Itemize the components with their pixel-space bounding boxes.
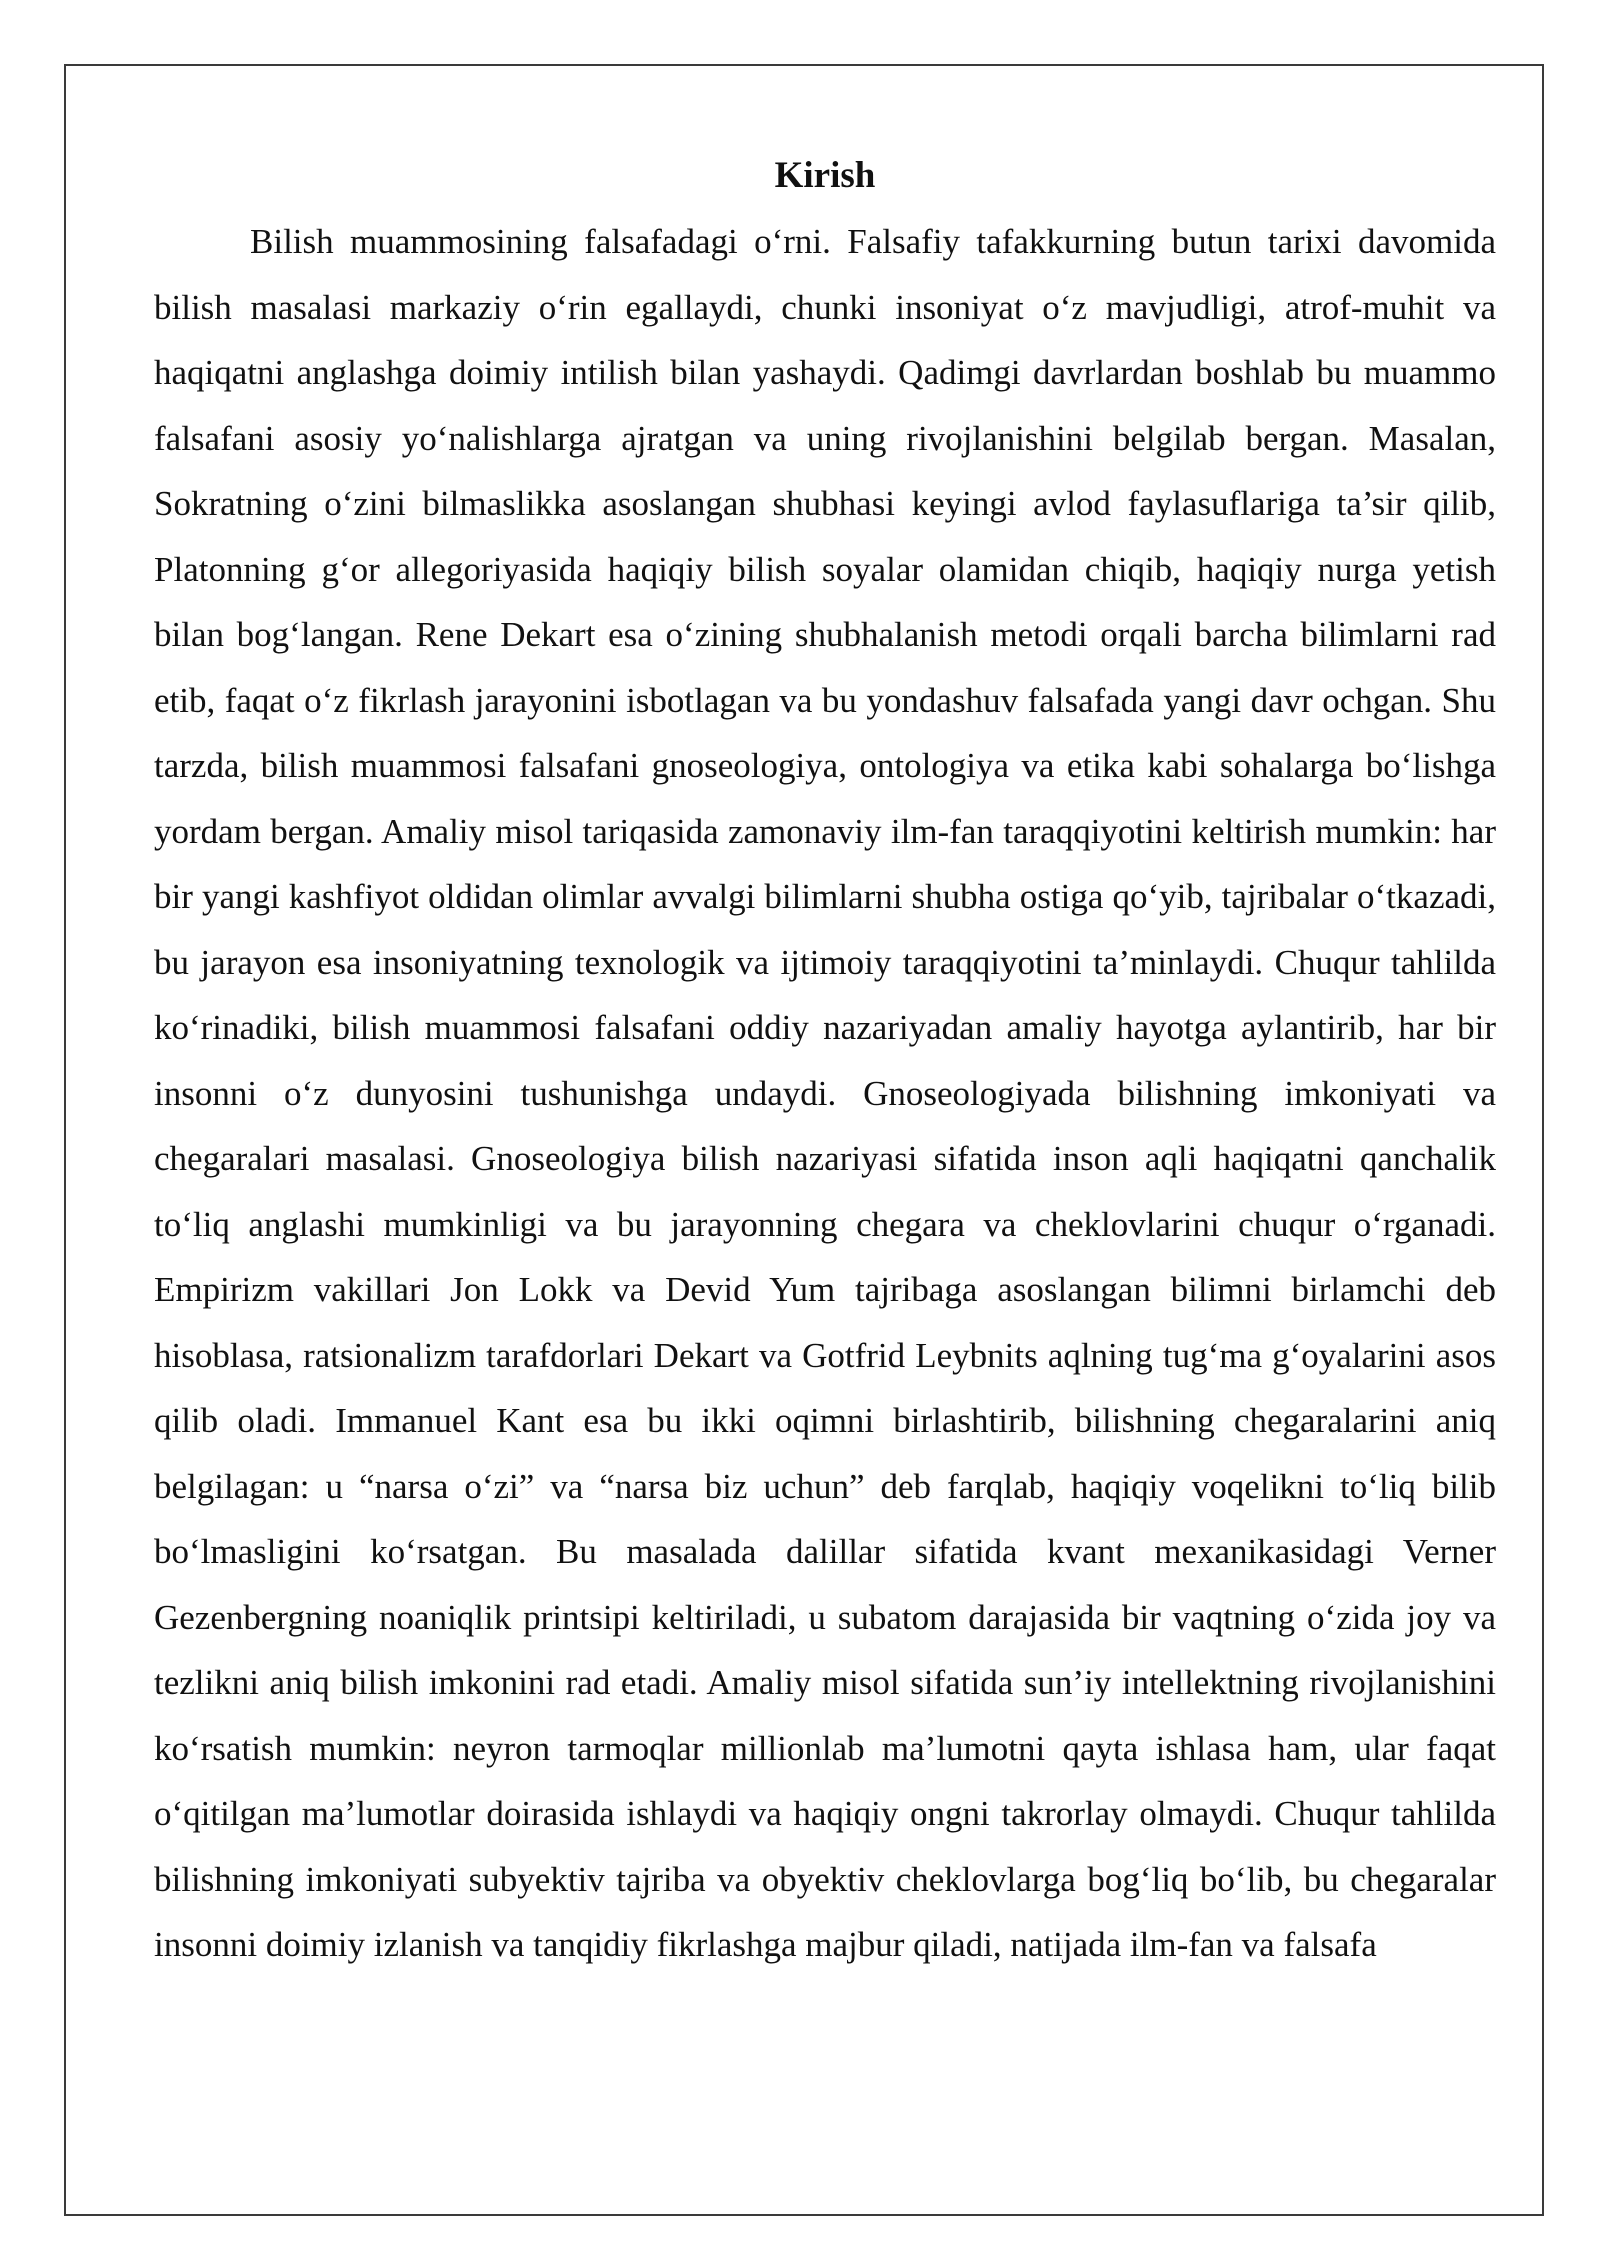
section-heading: Kirish bbox=[774, 155, 876, 196]
body-paragraph: Bilish muammosining falsafadagi o‘rni. Falsafiy tafakkurning butun tarixi davomida bilish masalasi markaziy o‘rin egallaydi, chunki insoniyat o‘z mavjudligi, atrof-muhit va haqiqatni anglashga doimiy intilish bilan yashaydi. Qadimgi davrlardan boshlab bu muammo falsafani asosiy yo‘nalishlarga ajratgan va uning rivojlanishini belgilab bergan. Masalan, Sokratning o‘zini bilmaslikka asoslangan shubhasi keyingi avlod faylasuflariga ta’sir qilib, Platonning g‘or allegoriyasida haqiqiy bilish soyalar olamidan chiqib, haqiqiy nurga yetish bilan bog‘langan. Rene Dekart esa o‘zining shubhalanish metodi orqali barcha bilimlarni rad etib, faqat o‘z fikrlash jarayonini isbotlagan va bu yondashuv falsafada yangi davr ochgan. Shu tarzda, bilish muammosi falsafani gnoseologiya, ontologiya va etika kabi sohalarga bo‘lishga yordam bergan. Amaliy misol tariqasida zamonaviy ilm-fan taraqqiyotini keltirish mumkin: har bir yangi kashfiyot oldidan olimlar avvalgi bilimlarni shubha ostiga qo‘yib, tajribalar o‘tkazadi, bu jarayon esa insoniyatning texnologik va ijtimoiy taraqqiyotini ta’minlaydi. Chuqur tahlilda ko‘rinadiki, bilish muammosi falsafani oddiy nazariyadan amaliy hayotga aylantirib, har bir insonni o‘z dunyosini tushunishga undaydi. Gnoseologiyada bilishning imkoniyati va chegaralari masalasi. Gnoseologiya bilish nazariyasi sifatida inson aqli haqiqatni qanchalik to‘liq anglashi mumkinligi va bu jarayonning chegara va cheklovlarini chuqur o‘rganadi. Empirizm vakillari Jon Lokk va Devid Yum tajribaga asoslangan bilimni birlamchi deb hisoblasa, ratsionalizm tarafdorlari Dekart va Gotfrid Leybnits aqlning tug‘ma g‘oyalarini asos qilib oladi. Immanuel Kant esa bu ikki oqimni birlashtirib, bilishning chegaralarini aniq belgilagan: u “narsa o‘zi” va “narsa biz uchun” deb farqlab, haqiqiy voqelikni to‘liq bilib bo‘lmasligini ko‘rsatgan. Bu masalada dalillar sifatida kvant mexanikasidagi Verner Gezenbergning noaniqlik printsipi keltiriladi, u subatom darajasida bir vaqtning o‘zida joy va tezlikni aniq bilish imkonini rad etadi. Amaliy misol sifatida sun’iy intellektning rivojlanishini ko‘rsatish mumkin: neyron tarmoqlar millionlab ma’lumotni qayta ishlasa ham, ular faqat o‘qitilgan ma’lumotlar doirasida ishlaydi va haqiqiy ongni takrorlay olmaydi. Chuqur tahlilda bilishning imkoniyati subyektiv tajriba va obyektiv cheklovlarga bog‘liq bo‘lib, bu chegaralar insonni doimiy izlanish va tanqidiy fikrlashga majbur qiladi, natijada ilm-fan va falsafa bbox=[154, 222, 1496, 1964]
